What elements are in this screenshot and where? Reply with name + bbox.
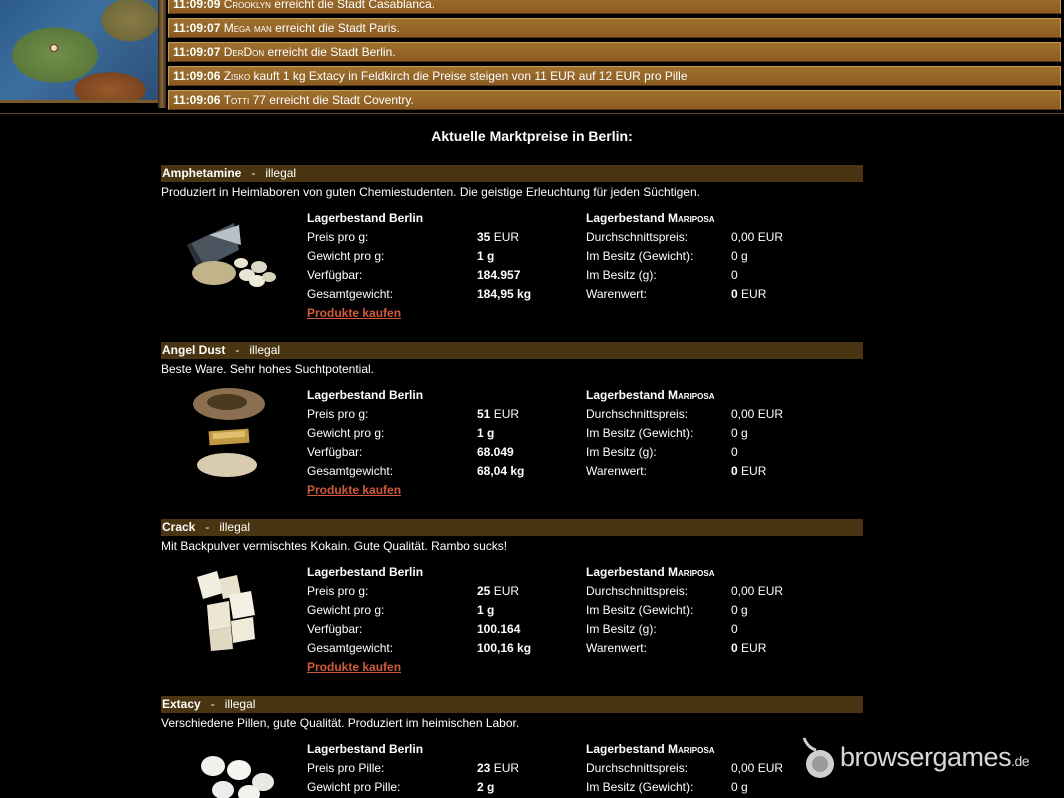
legality: illegal: [219, 520, 251, 534]
row-value: 0: [731, 622, 738, 636]
row-value: 0,00 EUR: [731, 407, 784, 421]
separator: -: [210, 697, 215, 711]
legality: illegal: [265, 166, 297, 180]
player-name: Mariposa: [668, 211, 715, 225]
stock-player-header: [586, 209, 846, 228]
row-label: Im Besitz (Gewicht):: [586, 249, 694, 263]
player-name: Mariposa: [668, 565, 715, 579]
row-value: 68.049: [477, 445, 514, 459]
stock-city: [307, 740, 567, 797]
stock-city: [307, 209, 567, 323]
avg-price-row: [586, 228, 846, 247]
row-label: Durchschnittspreis:: [586, 761, 689, 775]
row-label: Im Besitz (Gewicht):: [586, 426, 694, 440]
goods-unit: EUR: [737, 287, 767, 301]
row-value: 184,95 kg: [477, 287, 532, 301]
product-header: [161, 519, 863, 536]
stock-player-header: [586, 563, 846, 582]
stock-city-header: Lagerbestand Berlin: [307, 742, 424, 756]
row-label: Preis pro g:: [307, 584, 369, 598]
owned-g-row: [586, 266, 846, 285]
news-text: kauft 1 kg Extacy in Feldkirch die Preise steigen von 11 EUR auf 12 EUR pro Pille: [253, 69, 688, 83]
buy-products-link[interactable]: Produkte kaufen: [307, 660, 402, 674]
news-player[interactable]: Mega man: [223, 21, 272, 35]
product-angel-dust: [161, 342, 863, 497]
price-value: 25: [477, 584, 491, 598]
goods-unit: EUR: [737, 641, 767, 655]
product-description: Verschiedene Pillen, gute Qualität. Produziert im heimischen Labor.: [161, 716, 520, 730]
row-value: 0 g: [731, 249, 748, 263]
stock-city-header: Lagerbestand Berlin: [307, 211, 424, 225]
news-item: [168, 42, 1061, 62]
row-value: 68,04 kg: [477, 464, 525, 478]
goods-unit: EUR: [737, 464, 767, 478]
row-label: Durchschnittspreis:: [586, 407, 689, 421]
goods-value: 0: [731, 287, 738, 301]
row-value: [731, 462, 766, 481]
gamepad-logo-icon: [798, 734, 838, 780]
stock-player: [586, 563, 846, 658]
row-label: Gewicht pro g:: [307, 249, 385, 263]
row-value: 0: [731, 268, 738, 282]
avg-price-row: [586, 582, 846, 601]
total-weight-row: [307, 462, 567, 481]
product-crack: [161, 519, 863, 674]
row-value: 0: [731, 445, 738, 459]
weight-row: [307, 601, 567, 620]
row-value: [731, 639, 766, 658]
row-label: Verfügbar:: [307, 268, 363, 282]
row-value: 0 g: [731, 603, 748, 617]
price-row: [307, 582, 567, 601]
angel-dust-image: [179, 382, 279, 482]
row-label: Preis pro g:: [307, 230, 369, 244]
extacy-image: [179, 748, 279, 798]
price-unit: EUR: [490, 761, 520, 775]
total-weight-row: [307, 285, 567, 304]
row-label: Warenwert:: [586, 641, 647, 655]
news-item: [168, 90, 1061, 110]
row-value: 2 g: [477, 780, 495, 794]
row-value: 1 g: [477, 426, 495, 440]
product-description: Beste Ware. Sehr hohes Suchtpotential.: [161, 362, 375, 376]
row-label: Im Besitz (g):: [586, 268, 657, 282]
total-weight-row: [307, 639, 567, 658]
row-value: 0 g: [731, 780, 748, 794]
news-item: [168, 18, 1061, 38]
owned-weight-row: [586, 424, 846, 443]
row-label: Warenwert:: [586, 464, 647, 478]
row-value: 0 g: [731, 426, 748, 440]
player-name: Mariposa: [668, 742, 715, 756]
row-value: 0,00 EUR: [731, 761, 784, 775]
news-text: erreicht die Stadt Casablanca.: [274, 0, 436, 11]
product-name: Angel Dust: [162, 343, 226, 357]
row-label: Gewicht pro g:: [307, 426, 385, 440]
crack-image: [179, 565, 279, 655]
separator: -: [205, 520, 210, 534]
news-text: erreicht die Stadt Berlin.: [267, 45, 396, 59]
row-label: Preis pro Pille:: [307, 761, 385, 775]
goods-value-row: [586, 285, 846, 304]
divider: [0, 113, 1064, 114]
goods-value-row: [586, 462, 846, 481]
weight-row: [307, 778, 567, 797]
player-name: Mariposa: [668, 388, 715, 402]
header-prefix: Lagerbestand: [586, 742, 669, 756]
news-ticker: [168, 0, 1061, 114]
row-label: Durchschnittspreis:: [586, 584, 689, 598]
row-label: Verfügbar:: [307, 445, 363, 459]
news-time: 11:09:07: [173, 45, 221, 59]
header-prefix: Lagerbestand: [586, 565, 669, 579]
map-frame: [158, 0, 166, 108]
news-time: 11:09:07: [173, 21, 221, 35]
product-name: Extacy: [162, 697, 201, 711]
amphetamine-image: [179, 215, 279, 295]
product-header: [161, 165, 863, 182]
stock-player: [586, 209, 846, 304]
world-map[interactable]: [0, 0, 161, 103]
watermark-main: browsergames: [840, 742, 1012, 772]
row-value: [477, 759, 519, 778]
price-value: 35: [477, 230, 491, 244]
header-prefix: Lagerbestand: [586, 211, 669, 225]
browsergames-watermark: [798, 732, 1048, 782]
price-unit: EUR: [490, 230, 520, 244]
news-text: erreicht die Stadt Coventry.: [269, 93, 414, 107]
row-value: [731, 285, 766, 304]
row-label: Durchschnittspreis:: [586, 230, 689, 244]
price-row: [307, 759, 567, 778]
news-item: [168, 66, 1061, 86]
row-value: 1 g: [477, 249, 495, 263]
row-label: Warenwert:: [586, 287, 647, 301]
goods-value-row: [586, 639, 846, 658]
news-player[interactable]: DerDon: [223, 45, 265, 59]
product-extacy: [161, 696, 863, 794]
stock-city: [307, 386, 567, 500]
row-label: Verfügbar:: [307, 622, 363, 636]
avg-price-row: [586, 405, 846, 424]
goods-value: 0: [731, 641, 738, 655]
goods-value: 0: [731, 464, 738, 478]
legality: illegal: [224, 697, 256, 711]
row-value: [477, 228, 519, 247]
product-header: [161, 342, 863, 359]
news-time: 11:09:06: [173, 93, 221, 107]
price-row: [307, 228, 567, 247]
row-label: Gewicht pro Pille:: [307, 780, 401, 794]
news-text: erreicht die Stadt Paris.: [275, 21, 400, 35]
header-prefix: Lagerbestand: [586, 388, 669, 402]
row-label: Gewicht pro g:: [307, 603, 385, 617]
buy-products-link[interactable]: Produkte kaufen: [307, 483, 402, 497]
row-value: [477, 405, 519, 424]
page-title: Aktuelle Marktpreise in Berlin:: [431, 128, 633, 144]
owned-g-row: [586, 620, 846, 639]
legality: illegal: [249, 343, 281, 357]
row-label: Gesamtgewicht:: [307, 641, 394, 655]
owned-g-row: [586, 443, 846, 462]
stock-city-header: Lagerbestand Berlin: [307, 565, 424, 579]
separator: -: [251, 166, 256, 180]
owned-weight-row: [586, 601, 846, 620]
price-row: [307, 405, 567, 424]
row-label: Im Besitz (Gewicht):: [586, 780, 694, 794]
stock-player-header: [586, 386, 846, 405]
buy-products-link[interactable]: Produkte kaufen: [307, 306, 402, 320]
weight-row: [307, 424, 567, 443]
row-label: Preis pro g:: [307, 407, 369, 421]
row-value: 100.164: [477, 622, 521, 636]
watermark-tld: .de: [1011, 753, 1030, 769]
row-value: 0,00 EUR: [731, 230, 784, 244]
row-value: 100,16 kg: [477, 641, 532, 655]
price-unit: EUR: [490, 584, 520, 598]
row-value: [477, 582, 519, 601]
row-value: 184.957: [477, 268, 521, 282]
news-player[interactable]: Crooklyn: [223, 0, 271, 11]
price-unit: EUR: [490, 407, 520, 421]
available-row: [307, 443, 567, 462]
product-name: Amphetamine: [162, 166, 242, 180]
top-panel: [0, 0, 1064, 108]
price-value: 23: [477, 761, 491, 775]
news-player[interactable]: Zisko: [223, 69, 251, 83]
product-description: Mit Backpulver vermischtes Kokain. Gute Qualität. Rambo sucks!: [161, 539, 508, 553]
price-value: 51: [477, 407, 491, 421]
product-description: Produziert in Heimlaboren von guten Chemiestudenten. Die geistige Erleuchtung für jeden Süchtigen.: [161, 185, 700, 199]
city-marker-icon[interactable]: [50, 44, 58, 52]
product-header: [161, 696, 863, 713]
news-time: 11:09:06: [173, 69, 221, 83]
product-name: Crack: [162, 520, 196, 534]
separator: -: [235, 343, 240, 357]
watermark-text: [840, 742, 1029, 773]
row-value: 0,00 EUR: [731, 584, 784, 598]
stock-city-header: Lagerbestand Berlin: [307, 388, 424, 402]
weight-row: [307, 247, 567, 266]
available-row: [307, 620, 567, 639]
row-value: 1 g: [477, 603, 495, 617]
news-time: 11:09:09: [173, 0, 221, 11]
row-label: Im Besitz (g):: [586, 622, 657, 636]
product-amphetamine: [161, 165, 863, 320]
available-row: [307, 266, 567, 285]
stock-player: [586, 386, 846, 481]
news-item: [168, 0, 1061, 14]
row-label: Im Besitz (g):: [586, 445, 657, 459]
stock-city: [307, 563, 567, 677]
row-label: Gesamtgewicht:: [307, 287, 394, 301]
owned-weight-row: [586, 247, 846, 266]
row-label: Im Besitz (Gewicht):: [586, 603, 694, 617]
row-label: Gesamtgewicht:: [307, 464, 394, 478]
news-player[interactable]: Totti 77: [223, 93, 266, 107]
